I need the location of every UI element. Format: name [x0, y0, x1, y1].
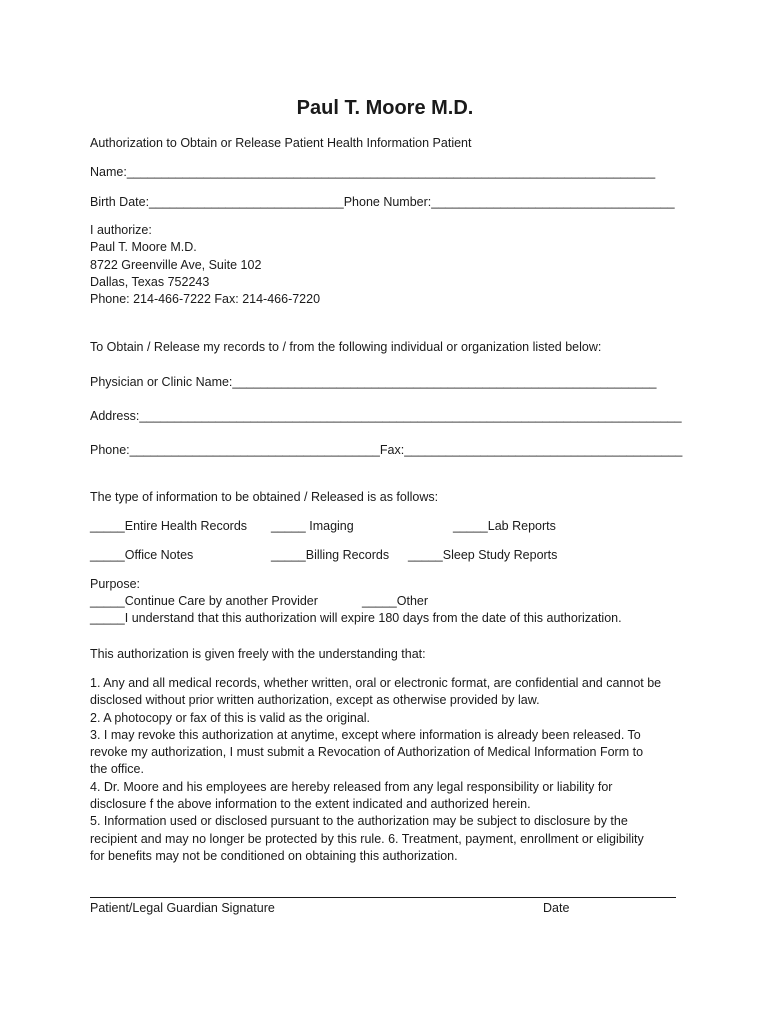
authorize-line: 8722 Greenville Ave, Suite 102: [90, 257, 262, 272]
terms-line: for benefits may not be conditioned on obtaining this authorization.: [90, 848, 458, 863]
terms-line: 5. Information used or disclosed pursuant to the authorization may be subject to disclosure by the: [90, 814, 628, 829]
birth-date-phone-field[interactable]: Birth Date:____________________________Phone Number:___________________________________: [90, 195, 675, 209]
terms-line: 1. Any and all medical records, whether written, oral or electronic format, are confidential and cannot be: [90, 676, 662, 690]
authorize-line: Phone: 214-466-7222 Fax: 214-466-7220: [90, 292, 321, 307]
expire-acknowledgement-option[interactable]: _____I understand that this authorization will expire 180 days from the date of this authorization.: [90, 611, 622, 625]
authorize-line: Paul T. Moore M.D.: [90, 240, 197, 255]
terms-line: 3. I may revoke this authorization at anytime, except where information is already been released. To: [90, 727, 641, 742]
terms-line: disclosed without prior written authorization, except as otherwise provided by law.: [90, 693, 540, 708]
signature-label: Patient/Legal Guardian Signature: [90, 901, 275, 915]
sleep-study-reports-option[interactable]: _____Sleep Study Reports: [408, 548, 558, 562]
entire-health-records-option[interactable]: _____Entire Health Records: [90, 519, 248, 533]
page-title: Paul T. Moore M.D.: [296, 97, 474, 119]
terms-line: 2. A photocopy or fax of this is valid as the original.: [90, 710, 371, 725]
signature-line[interactable]: [90, 897, 676, 898]
authorize-line: Dallas, Texas 752243: [90, 274, 210, 289]
continue-care-option[interactable]: _____Continue Care by another Provider: [90, 594, 318, 608]
info-type-heading: The type of information to be obtained / Released is as follows:: [90, 490, 439, 504]
terms-line: revoke my authorization, I must submit a Revocation of Authorization of Medical Information Form to: [90, 745, 644, 760]
physician-clinic-field[interactable]: Physician or Clinic Name:_____________________________________________________________: [90, 375, 657, 389]
other-option[interactable]: _____Other: [362, 594, 429, 608]
terms-line: 4. Dr. Moore and his employees are hereby released from any legal responsibility or liability for: [90, 779, 613, 794]
patient-name-field[interactable]: Name:____________________________________________________________________________: [90, 165, 656, 179]
freely-given-heading: This authorization is given freely with the understanding that:: [90, 647, 426, 661]
authorize-block: [90, 222, 690, 308]
phone-fax-field[interactable]: Phone:____________________________________Fax:________________________________________: [90, 443, 683, 457]
billing-records-option[interactable]: _____Billing Records: [271, 548, 390, 562]
terms-line: disclosure f the above information to the extent indicated and authorized herein.: [90, 797, 531, 812]
purpose-label: Purpose:: [90, 577, 141, 591]
imaging-option[interactable]: _____ Imaging: [271, 519, 354, 533]
terms-block: [90, 675, 690, 865]
address-field[interactable]: Address:______________________________________________________________________________: [90, 409, 682, 423]
office-notes-option[interactable]: _____Office Notes: [90, 548, 194, 562]
obtain-release-text: To Obtain / Release my records to / from the following individual or organization listed below:: [90, 340, 602, 354]
form-subtitle: Authorization to Obtain or Release Patient Health Information Patient: [90, 136, 472, 150]
authorize-line: I authorize:: [90, 223, 152, 237]
terms-line: the office.: [90, 762, 144, 777]
terms-line: recipient and may no longer be protected by this rule. 6. Treatment, payment, enrollment or eligibility: [90, 831, 644, 846]
lab-reports-option[interactable]: _____Lab Reports: [453, 519, 556, 533]
date-label: Date: [543, 901, 570, 915]
